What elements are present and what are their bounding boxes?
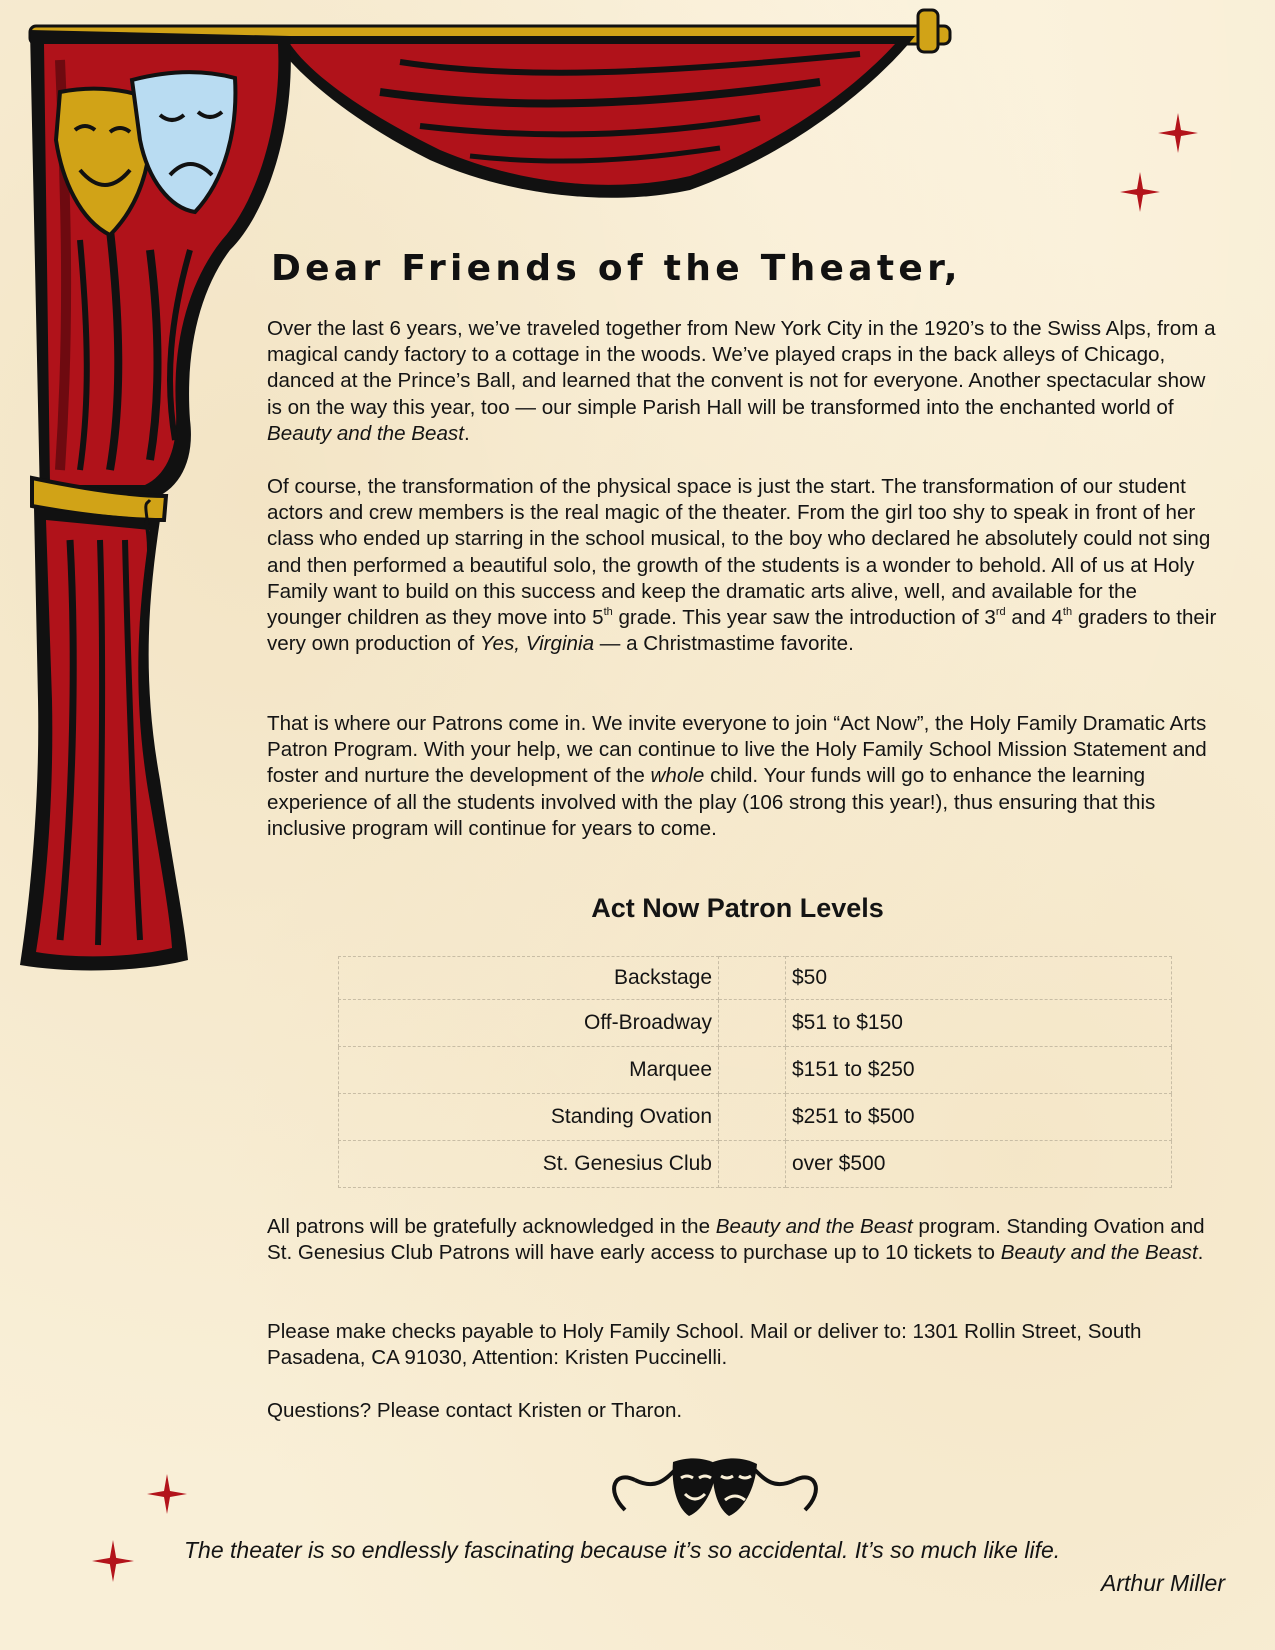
level-amount: $151 to $250 [786, 1047, 1172, 1094]
letter-heading: Dear Friends of the Theater, [271, 248, 962, 289]
closing-quote: The theater is so endlessly fascinating because it’s so accidental. It’s so much like life. [184, 1537, 1061, 1563]
level-name: Off-Broadway [339, 1000, 719, 1047]
paragraph-acknowledgement: All patrons will be gratefully acknowledged in the Beauty and the Beast program. Standing Ovation and St. Genesius Club Patrons will have early access to purchase up to 10 tickets to Beauty and the Beast. [267, 1215, 1205, 1265]
level-amount: $51 to $150 [786, 1000, 1172, 1047]
paragraph-transformation: Of course, the transformation of the physical space is just the start. The transformation of our student actors and crew members is the real magic of the theater. From the girl too shy to speak in front of her class who ended up starring in the school musical, to the boy who declared he absolutely could not sing and then performed a beautiful solo, the growth of the students is a wonder to behold. All of us at Holy Family want to build on this success and keep the dramatic arts alive, well, and available for the younger children as they move into 5th grade. This year saw the introduction of 3rd and 4th graders to their very own production of Yes, Virginia — a Christmastime favorite. [267, 475, 1217, 656]
sparkle-icon [147, 1474, 187, 1514]
patron-levels-table [338, 956, 1172, 1188]
level-name: Backstage [339, 957, 719, 1000]
sparkle-icon [1158, 113, 1198, 153]
paragraph-questions: Questions? Please contact Kristen or Tharon. [267, 1399, 683, 1422]
level-name: Marquee [339, 1047, 719, 1094]
paragraph-intro: Over the last 6 years, we’ve traveled together from New York City in the 1920’s to the Swiss Alps, from a magical candy factory to a cottage in the woods. We’ve played craps in the back alleys of Chicago, danced at the Prince’s Ball, and learned that the convent is not for everyone. Another spectacular show is on the way this year, too — our simple Parish Hall will be transformed into the enchanted world of Beauty and the Beast. [267, 317, 1216, 445]
paragraph-patrons: That is where our Patrons come in. We invite everyone to join “Act Now”, the Holy Family Dramatic Arts Patron Program. With your help, we can continue to live the Holy Family School Mission Statement and foster and nurture the development of the whole child. Your funds will go to enhance the learning experience of all the students involved with the play (106 strong this year!), thus ensuring that this inclusive program will continue for years to come. [267, 712, 1207, 840]
level-name: Standing Ovation [339, 1094, 719, 1141]
theater-masks-icon [605, 1450, 825, 1520]
sparkle-icon [92, 1540, 134, 1582]
level-amount: $251 to $500 [786, 1094, 1172, 1141]
table-row [339, 1047, 1172, 1094]
paragraph-mailing: Please make checks payable to Holy Family School. Mail or deliver to: 1301 Rollin Street, South Pasadena, CA 91030, Attention: Kristen Puccinelli. [267, 1320, 1142, 1370]
table-row [339, 957, 1172, 1000]
table-row [339, 1141, 1172, 1188]
level-name: St. Genesius Club [339, 1141, 719, 1188]
level-amount: over $500 [786, 1141, 1172, 1188]
table-row [339, 1000, 1172, 1047]
patron-levels-title: Act Now Patron Levels [591, 893, 884, 923]
quote-author: Arthur Miller [1101, 1570, 1225, 1596]
sparkle-icon [1120, 172, 1160, 212]
level-amount: $50 [786, 957, 1172, 1000]
table-row [339, 1094, 1172, 1141]
